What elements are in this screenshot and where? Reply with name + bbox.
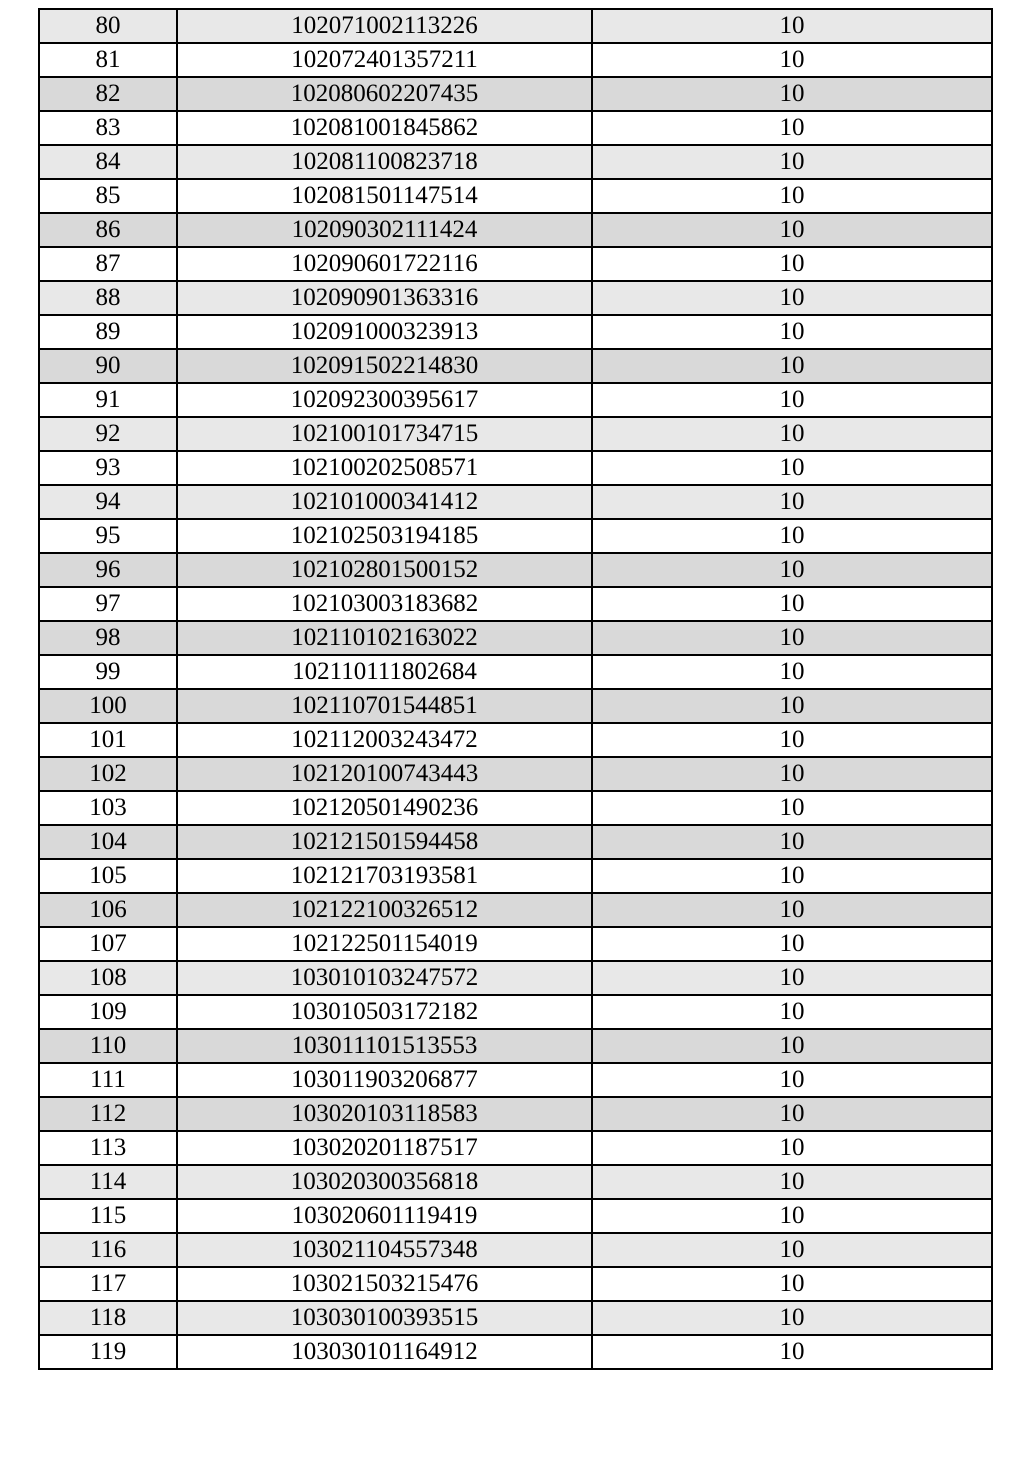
table-row — [39, 519, 992, 553]
table-row — [39, 825, 992, 859]
id-number-cell: 103010503172182 — [177, 995, 592, 1029]
row-number-cell: 92 — [39, 417, 177, 451]
table-body — [39, 9, 992, 1369]
row-number-cell: 107 — [39, 927, 177, 961]
score-cell: 10 — [592, 1097, 992, 1131]
row-number-cell: 91 — [39, 383, 177, 417]
row-number-cell: 88 — [39, 281, 177, 315]
table-row — [39, 1267, 992, 1301]
row-number-cell: 85 — [39, 179, 177, 213]
id-number-cell: 103021104557348 — [177, 1233, 592, 1267]
id-number-cell: 102102503194185 — [177, 519, 592, 553]
row-number-cell: 100 — [39, 689, 177, 723]
row-number-cell: 117 — [39, 1267, 177, 1301]
table-row — [39, 1097, 992, 1131]
row-number-cell: 95 — [39, 519, 177, 553]
id-number-cell: 103021503215476 — [177, 1267, 592, 1301]
id-number-cell: 102090601722116 — [177, 247, 592, 281]
id-number-cell: 102092300395617 — [177, 383, 592, 417]
id-number-cell: 102110701544851 — [177, 689, 592, 723]
row-number-cell: 115 — [39, 1199, 177, 1233]
table-row — [39, 315, 992, 349]
table-row — [39, 77, 992, 111]
table-row — [39, 485, 992, 519]
id-number-cell: 103020103118583 — [177, 1097, 592, 1131]
score-cell: 10 — [592, 349, 992, 383]
score-cell: 10 — [592, 1267, 992, 1301]
row-number-cell: 114 — [39, 1165, 177, 1199]
row-number-cell: 97 — [39, 587, 177, 621]
row-number-cell: 105 — [39, 859, 177, 893]
id-number-cell: 102110111802684 — [177, 655, 592, 689]
table-row — [39, 723, 992, 757]
table-row — [39, 1233, 992, 1267]
id-number-cell: 103030101164912 — [177, 1335, 592, 1369]
row-number-cell: 109 — [39, 995, 177, 1029]
table-row — [39, 621, 992, 655]
row-number-cell: 104 — [39, 825, 177, 859]
score-cell: 10 — [592, 961, 992, 995]
id-number-cell: 102102801500152 — [177, 553, 592, 587]
id-number-cell: 102072401357211 — [177, 43, 592, 77]
table-row — [39, 587, 992, 621]
table-row — [39, 1301, 992, 1335]
score-cell: 10 — [592, 281, 992, 315]
id-number-cell: 102110102163022 — [177, 621, 592, 655]
row-number-cell: 82 — [39, 77, 177, 111]
table-row — [39, 791, 992, 825]
score-cell: 10 — [592, 723, 992, 757]
score-cell: 10 — [592, 77, 992, 111]
table-row — [39, 247, 992, 281]
table-row — [39, 995, 992, 1029]
id-number-cell: 102120501490236 — [177, 791, 592, 825]
row-number-cell: 83 — [39, 111, 177, 145]
id-number-cell: 103020300356818 — [177, 1165, 592, 1199]
id-number-cell: 102103003183682 — [177, 587, 592, 621]
id-number-cell: 102120100743443 — [177, 757, 592, 791]
table-row — [39, 383, 992, 417]
score-cell: 10 — [592, 213, 992, 247]
score-cell: 10 — [592, 9, 992, 43]
row-number-cell: 111 — [39, 1063, 177, 1097]
id-number-cell: 102101000341412 — [177, 485, 592, 519]
table-row — [39, 961, 992, 995]
id-number-cell: 103030100393515 — [177, 1301, 592, 1335]
id-number-cell: 102081001845862 — [177, 111, 592, 145]
score-cell: 10 — [592, 145, 992, 179]
score-cell: 10 — [592, 315, 992, 349]
score-cell: 10 — [592, 689, 992, 723]
table-row — [39, 451, 992, 485]
row-number-cell: 98 — [39, 621, 177, 655]
score-cell: 10 — [592, 859, 992, 893]
id-number-cell: 102091502214830 — [177, 349, 592, 383]
score-cell: 10 — [592, 825, 992, 859]
row-number-cell: 84 — [39, 145, 177, 179]
id-number-cell: 103010103247572 — [177, 961, 592, 995]
table-row — [39, 417, 992, 451]
table-row — [39, 1029, 992, 1063]
row-number-cell: 116 — [39, 1233, 177, 1267]
score-cell: 10 — [592, 1233, 992, 1267]
score-cell: 10 — [592, 247, 992, 281]
score-cell: 10 — [592, 111, 992, 145]
score-cell: 10 — [592, 587, 992, 621]
table-row — [39, 689, 992, 723]
table-row — [39, 655, 992, 689]
row-number-cell: 112 — [39, 1097, 177, 1131]
id-number-cell: 103020201187517 — [177, 1131, 592, 1165]
row-number-cell: 101 — [39, 723, 177, 757]
id-number-cell: 102090302111424 — [177, 213, 592, 247]
id-number-cell: 103011101513553 — [177, 1029, 592, 1063]
table-row — [39, 893, 992, 927]
data-table — [38, 8, 993, 1370]
table-row — [39, 1131, 992, 1165]
table-row — [39, 349, 992, 383]
id-number-cell: 102122100326512 — [177, 893, 592, 927]
score-cell: 10 — [592, 383, 992, 417]
score-cell: 10 — [592, 655, 992, 689]
score-cell: 10 — [592, 927, 992, 961]
row-number-cell: 106 — [39, 893, 177, 927]
score-cell: 10 — [592, 1199, 992, 1233]
table-row — [39, 179, 992, 213]
row-number-cell: 103 — [39, 791, 177, 825]
id-number-cell: 102100202508571 — [177, 451, 592, 485]
score-cell: 10 — [592, 1165, 992, 1199]
table-row — [39, 927, 992, 961]
score-cell: 10 — [592, 519, 992, 553]
table-row — [39, 281, 992, 315]
table-row — [39, 145, 992, 179]
id-number-cell: 102121703193581 — [177, 859, 592, 893]
score-cell: 10 — [592, 1131, 992, 1165]
row-number-cell: 80 — [39, 9, 177, 43]
row-number-cell: 89 — [39, 315, 177, 349]
id-number-cell: 102122501154019 — [177, 927, 592, 961]
row-number-cell: 118 — [39, 1301, 177, 1335]
id-number-cell: 102121501594458 — [177, 825, 592, 859]
score-cell: 10 — [592, 791, 992, 825]
row-number-cell: 81 — [39, 43, 177, 77]
table-row — [39, 43, 992, 77]
row-number-cell: 119 — [39, 1335, 177, 1369]
score-cell: 10 — [592, 995, 992, 1029]
id-number-cell: 102112003243472 — [177, 723, 592, 757]
score-cell: 10 — [592, 1335, 992, 1369]
id-number-cell: 102081100823718 — [177, 145, 592, 179]
row-number-cell: 86 — [39, 213, 177, 247]
id-number-cell: 103020601119419 — [177, 1199, 592, 1233]
id-number-cell: 102071002113226 — [177, 9, 592, 43]
score-cell: 10 — [592, 1029, 992, 1063]
id-number-cell: 102081501147514 — [177, 179, 592, 213]
table-row — [39, 859, 992, 893]
table-row — [39, 553, 992, 587]
row-number-cell: 110 — [39, 1029, 177, 1063]
table-row — [39, 1063, 992, 1097]
row-number-cell: 99 — [39, 655, 177, 689]
table-row — [39, 757, 992, 791]
score-cell: 10 — [592, 553, 992, 587]
table-row — [39, 9, 992, 43]
id-number-cell: 103011903206877 — [177, 1063, 592, 1097]
score-cell: 10 — [592, 757, 992, 791]
score-cell: 10 — [592, 485, 992, 519]
table-row — [39, 213, 992, 247]
row-number-cell: 113 — [39, 1131, 177, 1165]
score-cell: 10 — [592, 43, 992, 77]
table-row — [39, 1335, 992, 1369]
table-row — [39, 1165, 992, 1199]
score-cell: 10 — [592, 417, 992, 451]
row-number-cell: 94 — [39, 485, 177, 519]
score-cell: 10 — [592, 621, 992, 655]
table-row — [39, 1199, 992, 1233]
row-number-cell: 108 — [39, 961, 177, 995]
row-number-cell: 90 — [39, 349, 177, 383]
score-cell: 10 — [592, 451, 992, 485]
id-number-cell: 102091000323913 — [177, 315, 592, 349]
row-number-cell: 102 — [39, 757, 177, 791]
table-row — [39, 111, 992, 145]
row-number-cell: 96 — [39, 553, 177, 587]
row-number-cell: 87 — [39, 247, 177, 281]
id-number-cell: 102090901363316 — [177, 281, 592, 315]
score-cell: 10 — [592, 179, 992, 213]
score-cell: 10 — [592, 893, 992, 927]
row-number-cell: 93 — [39, 451, 177, 485]
score-cell: 10 — [592, 1063, 992, 1097]
id-number-cell: 102100101734715 — [177, 417, 592, 451]
score-cell: 10 — [592, 1301, 992, 1335]
id-number-cell: 102080602207435 — [177, 77, 592, 111]
